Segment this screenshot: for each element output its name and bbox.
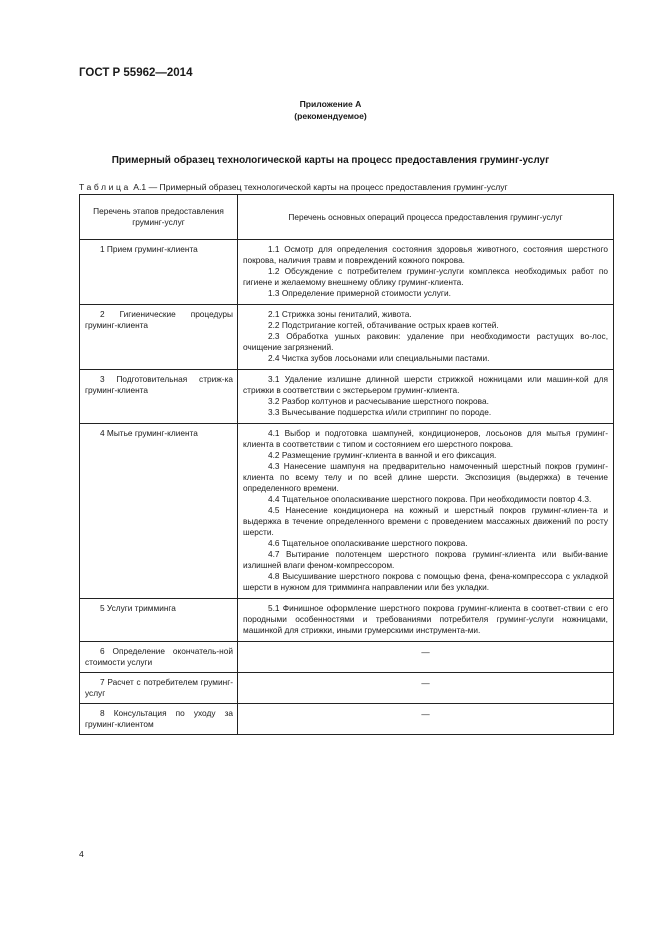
- stage-cell: [80, 673, 238, 704]
- empty-dash: —: [421, 709, 430, 719]
- table-header-row: [80, 195, 614, 240]
- document-title: Примерный образец технологической карты на процесс предоставления груминг-услуг: [111, 155, 550, 166]
- table-row: [80, 599, 614, 642]
- stage-label: 6 Определение окончатель-ной стоимости услуги: [85, 646, 233, 667]
- operations-cell: [238, 370, 614, 424]
- operations-cell: [238, 424, 614, 599]
- table-row: [80, 704, 614, 735]
- stage-label: 8 Консультация по уходу за груминг-клиентом: [85, 708, 233, 729]
- header-operations: Перечень основных операций процесса предоставления груминг-услуг: [238, 195, 614, 240]
- stage-label: 7 Расчет с потребителем груминг-услуг: [85, 677, 233, 698]
- table-row: [80, 305, 614, 370]
- stage-label: 3 Подготовительная стриж-ка груминг-клиента: [85, 374, 233, 395]
- operation-item: 4.2 Размещение груминг-клиента в ванной и его фиксация.: [268, 450, 497, 460]
- operations-cell: [238, 704, 614, 735]
- operation-item: 5.1 Финишное оформление шерстного покрова груминг-клиента в соответ-ствии с его породными особенностями и требованиями потребителя груминг-услуги ножницами, машинкой для стрижки, иными грумерскими инструмента-ми.: [243, 603, 608, 635]
- operation-item: 4.1 Выбор и подготовка шампуней, кондиционеров, лосьонов для мытья груминг-клиента в соответствии с типом и состоянием его шерстного покрова.: [243, 428, 608, 449]
- stage-cell: [80, 370, 238, 424]
- operation-item: 1.1 Осмотр для определения состояния здоровья животного, состояния шерстного покрова, наличия травм и повреждений кожного покрова.: [243, 244, 608, 265]
- operation-item: 4.5 Нанесение кондиционера на кожный и шерстный покров груминг-клиен-та и выдержка в течение определенного времени с проведением массажных движений по росту шерсти.: [243, 505, 608, 537]
- header-stages: Перечень этапов предоставления груминг-услуг: [80, 195, 238, 240]
- operation-item: 4.8 Высушивание шерстного покрова с помощью фена, фена-компрессора с укладкой шерсти в нужном для тримминга направлении или без укладки.: [243, 571, 608, 592]
- operation-item: 2.1 Стрижка зоны гениталий, живота.: [268, 309, 412, 319]
- operation-item: 3.2 Разбор колтунов и расчесывание шерстного покрова.: [268, 396, 489, 406]
- operation-item: 2.4 Чистка зубов лосьонами или специальными пастами.: [268, 353, 490, 363]
- stage-cell: [80, 305, 238, 370]
- empty-dash: —: [421, 647, 430, 657]
- operations-cell: [238, 673, 614, 704]
- operations-cell: [238, 642, 614, 673]
- operation-item: 4.7 Вытирание полотенцем шерстного покрова груминг-клиента или выби-вание излишней влаги феном-компрессором.: [243, 549, 608, 570]
- stage-label: 5 Услуги тримминга: [100, 603, 176, 613]
- table-row: [80, 673, 614, 704]
- stage-cell: [80, 704, 238, 735]
- table-caption-prefix: Таблица: [79, 182, 131, 192]
- stage-label: 4 Мытье груминг-клиента: [100, 428, 198, 438]
- operation-item: 4.4 Тщательное ополаскивание шерстного покрова. При необходимости повтор 4.3.: [268, 494, 592, 504]
- table-row: [80, 370, 614, 424]
- stage-label: 2 Гигиенические процедуры груминг-клиента: [85, 309, 233, 330]
- operation-item: 2.2 Подстригание когтей, обтачивание острых краев когтей.: [268, 320, 499, 330]
- stage-cell: [80, 642, 238, 673]
- standard-code: ГОСТ Р 55962—2014: [79, 67, 193, 79]
- table-caption-text: А.1 — Примерный образец технологической карты на процесс предоставления груминг-услуг: [130, 182, 508, 192]
- operations-cell: [238, 240, 614, 305]
- technology-map-table: [79, 194, 614, 735]
- operations-cell: [238, 305, 614, 370]
- operation-item: 3.1 Удаление излишне длинной шерсти стрижкой ножницами или машин-кой для стрижки в соответствии с экстерьером груминг-клиента.: [243, 374, 608, 395]
- operations-cell: [238, 599, 614, 642]
- stage-label: 1 Прием груминг-клиента: [100, 244, 198, 254]
- table-row: [80, 642, 614, 673]
- table-row: [80, 240, 614, 305]
- appendix-status: (рекомендуемое): [294, 111, 367, 121]
- table-row: [80, 424, 614, 599]
- table-body: [80, 240, 614, 735]
- operation-item: 2.3 Обработка ушных раковин: удаление при необходимости растущих во-лос, очищение загрязнений.: [243, 331, 608, 352]
- stage-cell: [80, 424, 238, 599]
- operation-item: 4.6 Тщательное ополаскивание шерстного покрова.: [268, 538, 468, 548]
- operation-item: 1.3 Определение примерной стоимости услуги.: [268, 288, 451, 298]
- page-number: 4: [79, 849, 84, 859]
- appendix-label: Приложение А: [299, 99, 362, 109]
- operation-item: 4.3 Нанесение шампуня на предварительно намоченный шерстный покров груминг-клиента по всему телу и по всей длине шерсти. Экспозиция (выдержка) в течение определенного времени.: [243, 461, 608, 493]
- stage-cell: [80, 599, 238, 642]
- operation-item: 1.2 Обсуждение с потребителем груминг-услуги комплекса необходимых работ по гигиене и желаемому внешнему облику груминг-клиента.: [243, 266, 608, 287]
- empty-dash: —: [421, 678, 430, 688]
- operation-item: 3.3 Вычесывание подшерстка и/или стриппинг по породе.: [268, 407, 492, 417]
- table-caption: [79, 182, 508, 192]
- stage-cell: [80, 240, 238, 305]
- appendix-heading: [0, 98, 661, 122]
